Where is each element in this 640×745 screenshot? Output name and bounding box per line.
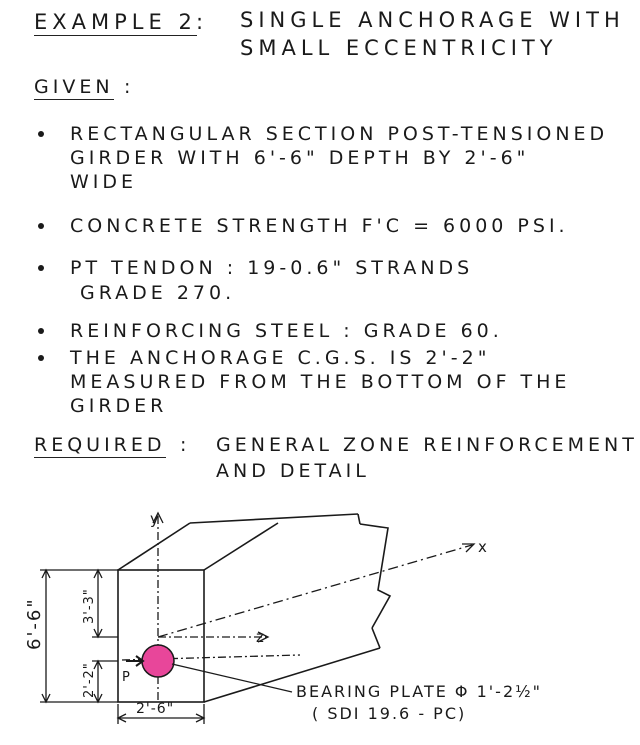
given-item-1-line-1: RECTANGULAR SECTION POST-TENSIONED [70, 123, 609, 145]
given-item-5-line-3: GIRDER [70, 395, 168, 417]
dim-lower: 2'-2" [82, 662, 97, 698]
dim-width: 2'-6" [136, 701, 175, 717]
x-axis-label: x [478, 538, 487, 556]
dim-upper: 3'-3" [82, 588, 97, 624]
example-colon: : [196, 10, 209, 34]
dim-total-height: 6'-6" [24, 597, 45, 650]
required-line-2: AND DETAIL [216, 460, 370, 482]
x-axis-arrow [462, 544, 474, 552]
girder-break [372, 628, 380, 648]
x-axis [158, 545, 472, 637]
given-item-1-line-2: GIRDER WITH 6'-6" DEPTH BY 2'-6" [70, 147, 530, 169]
girder-top-back-edge [190, 514, 358, 523]
given-item-1-line-3: WIDE [70, 171, 138, 193]
plate-leader [172, 664, 292, 692]
given-item-2-line-1: CONCRETE STRENGTH F'C = 6000 PSI. [70, 215, 569, 237]
plate-label-line-2: ( SDI 19.6 - PC) [312, 704, 467, 723]
girder-top-edge [118, 523, 190, 570]
given-item-5-line-1: THE ANCHORAGE C.G.S. IS 2'-2" [70, 347, 491, 369]
required-colon: : [180, 434, 191, 456]
given-item-3-line-2: GRADE 270. [80, 282, 236, 304]
girder-break [358, 514, 360, 524]
given-item-4-line-1: REINFORCING STEEL : GRADE 60. [70, 320, 503, 342]
given-item-5-line-2: MEASURED FROM THE BOTTOM OF THE [70, 371, 571, 393]
title-line-1: SINGLE ANCHORAGE WITH [240, 8, 625, 32]
required-line-1: GENERAL ZONE REINFORCEMENT [216, 434, 638, 456]
y-axis-label: y [150, 510, 159, 528]
z-axis-label: z [256, 628, 264, 646]
plate-label-line-1: BEARING PLATE Φ 1'-2½" [296, 682, 542, 701]
force-label: P [122, 670, 130, 685]
required-label: REQUIRED [34, 434, 166, 456]
bearing-plate [142, 645, 174, 677]
given-label: GIVEN [34, 76, 114, 98]
girder-top-edge [204, 523, 278, 570]
title-line-2: SMALL ECCENTRICITY [240, 36, 558, 60]
given-colon: : [124, 76, 135, 98]
given-item-3-line-1: PT TENDON : 19-0.6" STRANDS [70, 257, 474, 279]
example-label: EXAMPLE 2 [34, 10, 197, 34]
